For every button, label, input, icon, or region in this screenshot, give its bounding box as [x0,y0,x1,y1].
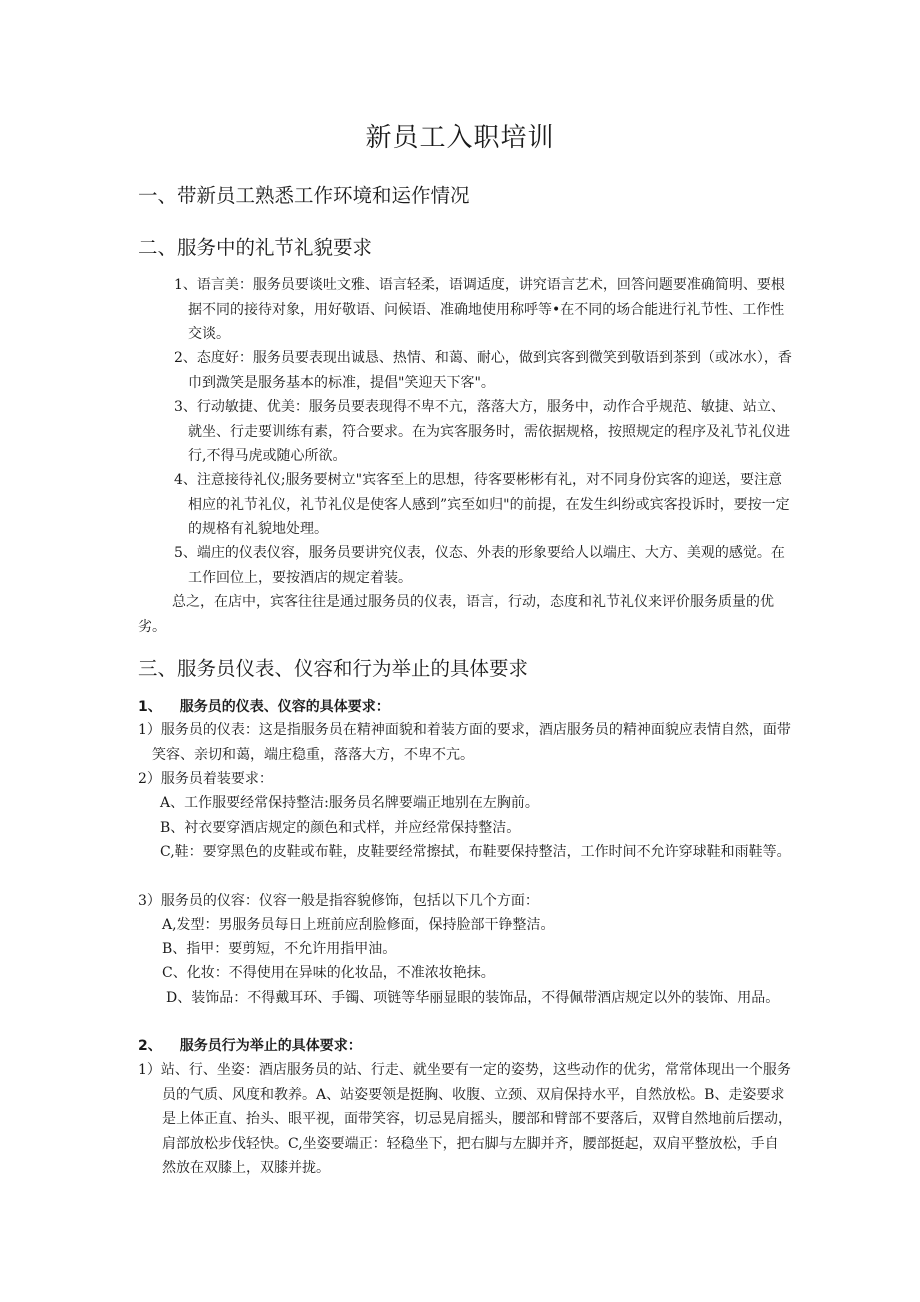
list-item: 1、语言美：服务员要谈吐文雅、语言轻柔，语调适度，讲究语言艺术，回答问题要准确简明、要根据不同的接待对象，用好敬语、问候语、准确地使用称呼等•在不同的场合能进行礼节性、工作性交谈。 [174,277,785,342]
subsection-title: 服务员的仪表、仪容的具体要求： [179,699,390,715]
document-title: 新员工入职培训 [365,123,555,153]
summary-paragraph: 总之，在店中，宾客往往是通过服务员的仪表，语言，行动，态度和礼节礼仪来评价服务质量的优劣。 [138,594,774,635]
list-item: C、化妆：不得使用在异味的化妆品，不准浓妆艳抹。 [162,965,495,981]
list-item: 3、行动敏捷、优美：服务员要表现得不卑不亢，落落大方，服务中，动作合乎规范、敏捷、站立、就坐、行走要训练有素，符合要求。在为宾客服务时，需依据规格，按照规定的程序及礼节礼仪进行,不得马虎或随心所欲。 [174,399,790,464]
paragraph: 2）服务员着装要求： [138,771,273,787]
subsection-heading [138,1034,792,1059]
list-item: 5、端庄的仪表仪容，服务员要讲究仪表，仪态、外表的形象要给人以端庄、大方、美观的感觉。在工作回位上，要按酒店的规定着装。 [174,545,785,586]
list-item: B、指甲：要剪短，不允许用指甲油。 [162,941,397,957]
list-item: B、衬衣要穿酒店规定的颜色和式样，并应经常保持整洁。 [160,820,521,836]
section1-heading: 一、带新员工熟悉工作环境和运作情况 [138,184,470,207]
subsection-title: 服务员行为举止的具体要求： [179,1038,362,1054]
list-item: D、装饰品：不得戴耳环、手镯、项链等华丽显眼的装饰品，不得佩带酒店规定以外的装饰、用品。 [166,990,780,1006]
list-item: C,鞋：要穿黑色的皮鞋或布鞋，皮鞋要经常擦拭，布鞋要保持整洁，工作时间不允许穿球鞋和雨鞋等。 [160,844,791,860]
subsection-heading [138,695,792,720]
list-item: A,发型：男服务员每日上班前应刮脸修面，保持脸部干铮整洁。 [162,917,555,933]
list-item: 2、态度好：服务员要表现出诚恳、热情、和蔼、耐心，做到宾客到微笑到敬语到茶到（或冰水），香巾到溦笑是服务基本的标准，提倡"笑迎天下客"。 [174,350,792,391]
paragraph: 3）服务员的仪容：仪容一般是指容貌修饰，包括以下几个方面： [138,893,539,909]
paragraph: 1）站、行、坐姿：酒店服务员的站、行走、就坐要有一定的姿势，这些动作的优劣，常常体现出一个服务员的气质、风度和教养。A、站姿要领是挺胸、收腹、立颈、双肩保持水平，自然放松。B、走姿要求是上体正直、抬头、眼平视，面带笑容，切忌晃肩摇头，腰部和臂部不要落后，双臂自然地前后摆动，肩部放松步伐轻快。C,坐姿要端正：轻稳坐下，把右脚与左脚并齐，腰部挺起，双肩平整放松，手自然放在双膝上，双膝并拢。 [138,1062,792,1176]
list-item: A、工作服要经常保持整洁:服务员名牌要端正地别在左胸前。 [160,795,539,811]
paragraph: 1）服务员的仪表：这是指服务员在精神面貌和着装方面的要求，酒店服务员的精神面貌应表情自然，面带笑容、亲切和蔼，端庄稳重，落落大方，不卑不亢。 [138,722,791,763]
section3-heading: 三、服务员仪表、仪容和行为举止的具体要求 [138,657,529,680]
list-item: 4、注意接待礼仪;服务要树立"宾客至上的思想，待客要彬彬有礼，对不同身份宾客的迎送，要注意相应的礼节礼仪，礼节礼仪是使客人感到”宾至如归"的前提，在发生纠纷或宾客投诉时，要按一定的规格有礼貌地处理。 [174,472,790,537]
section2-heading: 二、服务中的礼节礼貌要求 [138,236,373,259]
subsection-number: 2、 [138,1038,162,1054]
subsection-number: 1、 [138,699,162,715]
